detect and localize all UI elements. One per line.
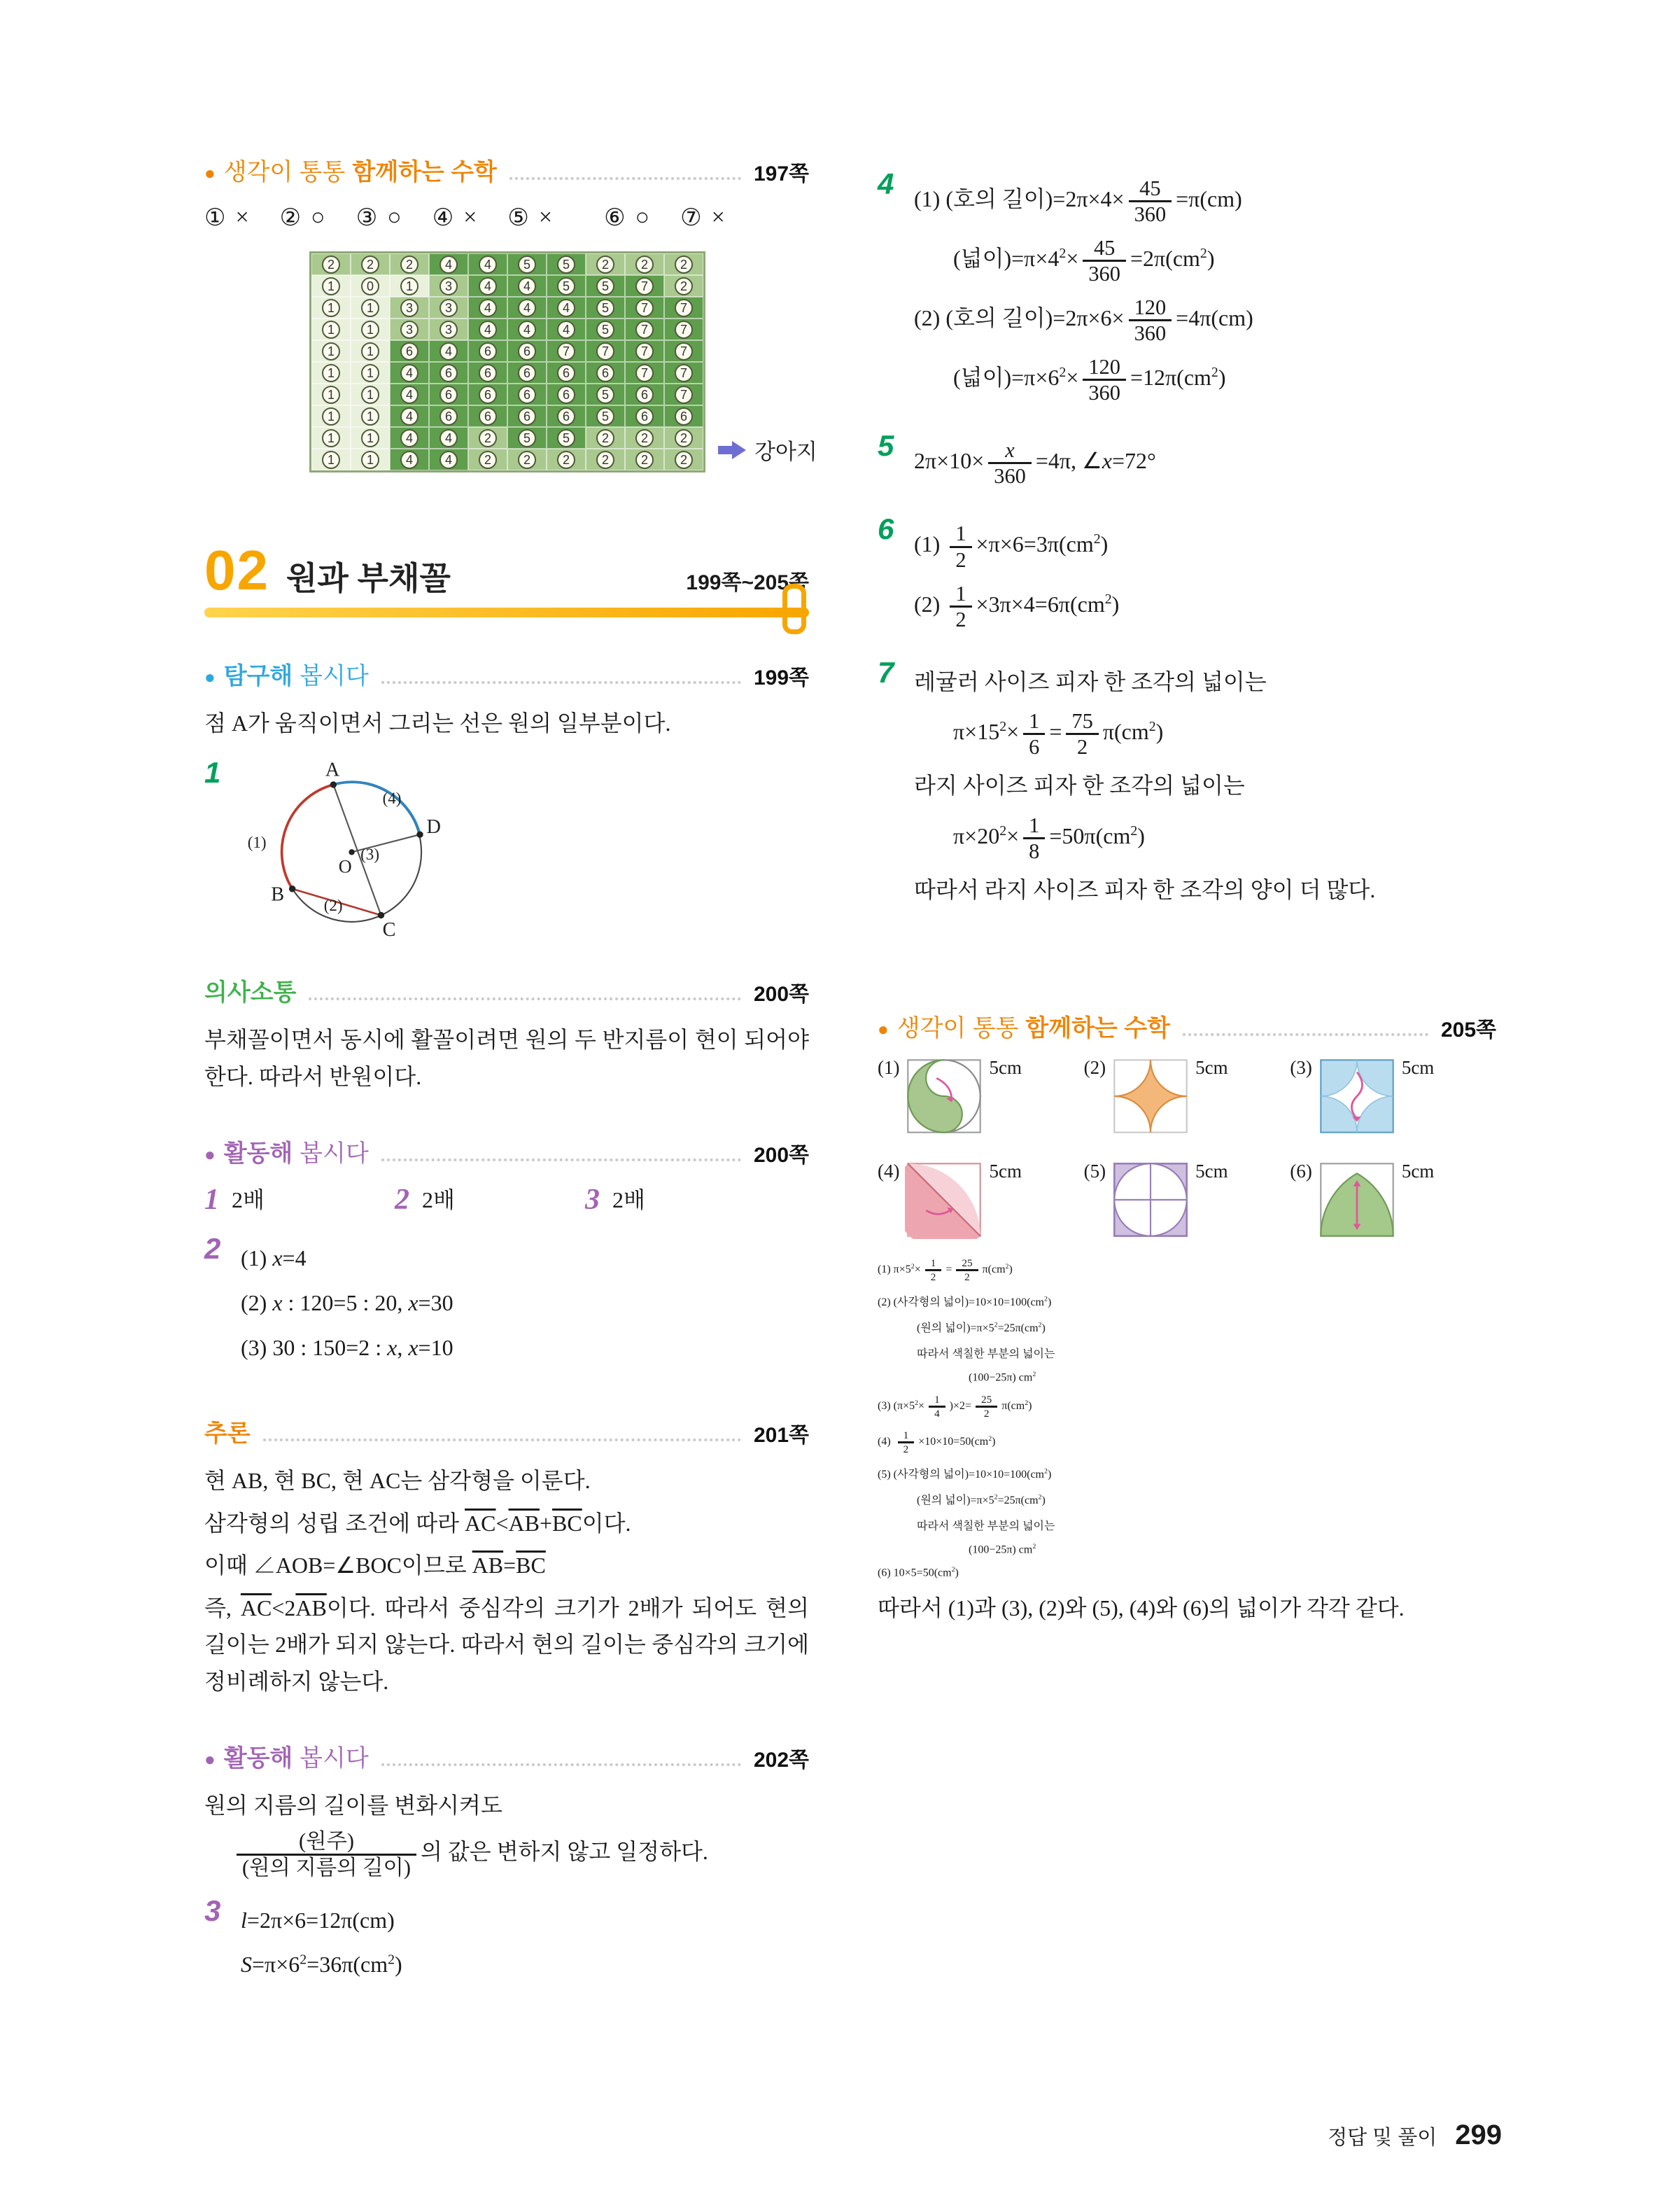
header-title xyxy=(224,657,369,691)
page-number: 201쪽 xyxy=(753,1424,809,1448)
grid-cell: 6 xyxy=(547,362,586,384)
figure-1-diagram xyxy=(905,1057,983,1135)
figure-1 xyxy=(878,1057,1084,1135)
problem-number: 3 xyxy=(204,1893,221,1927)
grid-cell: 1 xyxy=(311,427,351,449)
grid-cell: 5 xyxy=(547,427,586,449)
page-number: 200쪽 xyxy=(753,1144,809,1167)
thinking2-conclusion: 따라서 (1)과 (3), (2)와 (5), (4)와 (6)의 넓이가 각각 같다. xyxy=(878,1595,1405,1620)
dotted-leader xyxy=(381,1158,741,1161)
label-2: (2) xyxy=(323,896,343,915)
grid-cell: 2 xyxy=(586,427,625,449)
header-title xyxy=(897,1009,1170,1043)
grid-cell: 7 xyxy=(664,297,703,318)
problem-2 xyxy=(204,1231,809,1375)
grid-cell: 6 xyxy=(664,405,703,427)
answer-number: ⑥ xyxy=(604,205,626,231)
grid-cell: 2 xyxy=(547,449,586,470)
header-title-bold: 함께하는 수학 xyxy=(1025,1014,1170,1042)
answer-mark: × xyxy=(235,204,249,230)
problem-number: 5 xyxy=(878,429,894,463)
grid-cell: 6 xyxy=(547,405,586,427)
point-label-A: A xyxy=(325,759,340,781)
ox-answer-3 xyxy=(356,204,402,232)
figure-2 xyxy=(1084,1057,1290,1135)
dotted-leader xyxy=(381,1763,741,1766)
problem-4 xyxy=(878,167,1496,414)
solution-line: (1) x=4 xyxy=(241,1245,307,1271)
grid-cell: 4 xyxy=(390,384,429,405)
point-label-D: D xyxy=(426,816,441,839)
solution-line: (1) (호의 길이)=2π×4× $\frac{45}{360}$ =π(cm) xyxy=(914,176,1242,227)
grid-cell: 1 xyxy=(351,405,390,427)
header-title xyxy=(224,1134,369,1168)
grid-cell: 4 xyxy=(429,427,468,449)
bullet-icon: ● xyxy=(204,162,216,183)
reasoning-line: 현 AB, 현 BC, 현 AC는 삼각형을 이룬다. xyxy=(204,1468,591,1494)
grid-cell: 6 xyxy=(468,405,507,427)
grid-cell: 4 xyxy=(507,275,547,297)
chapter-heading xyxy=(204,539,809,601)
grid-cell: 5 xyxy=(547,253,586,275)
grid-cell: 7 xyxy=(625,297,664,318)
grid-cell: 5 xyxy=(586,405,625,427)
dotted-leader xyxy=(381,681,741,684)
grid-cell: 1 xyxy=(351,318,390,340)
grid-cell: 6 xyxy=(468,384,507,405)
grid-cell: 7 xyxy=(664,362,703,384)
problem-number: 7 xyxy=(878,655,894,689)
problem-number: 1 xyxy=(204,756,221,790)
solution-line: (3) ($\pi\times 5^2\times$ $\frac{1}{4}$ )×2= $\frac{25}{2}$ $\pi(cm^2)$ xyxy=(878,1393,1032,1420)
grid-cell: 6 xyxy=(468,362,507,384)
answer-number: ④ xyxy=(432,205,454,231)
grid-cell: 7 xyxy=(625,318,664,340)
label-1: (1) xyxy=(247,833,267,852)
header-title-bold: 활동해 xyxy=(223,1744,293,1772)
grid-cell: 4 xyxy=(507,297,547,318)
grid-cell: 6 xyxy=(586,362,625,384)
grid-cell: 0 xyxy=(351,275,390,297)
figure-4 xyxy=(878,1161,1084,1239)
grid-cell: 1 xyxy=(311,297,351,318)
circle-diagram xyxy=(241,755,507,939)
grid-cell: 5 xyxy=(507,253,547,275)
header-title: 의사소통 xyxy=(204,979,297,1007)
solution-line: 라지 사이즈 피자 한 조각의 넓이는 xyxy=(914,773,1245,799)
explore-header xyxy=(204,657,809,691)
right-column xyxy=(878,153,1496,1632)
figure-6-diagram xyxy=(1318,1161,1396,1239)
header-title-bold: 탐구해 xyxy=(223,663,293,690)
reasoning-line: 즉, $\overline{AC}<2\overline{AB}$이다. 따라서 중심각의 크기가 2배가 되어도 현의 길이는 2배가 되지 않는다. 따라서 현의 길이는 중심각의 크기에 정비례하지 않는다. xyxy=(204,1595,809,1694)
label-3: (3) xyxy=(360,845,380,864)
grid-cell: 4 xyxy=(547,297,586,318)
answer-text: 2배 xyxy=(612,1187,645,1212)
ox-answer-4 xyxy=(432,204,477,232)
answer-mark: ○ xyxy=(311,204,325,230)
ox-answers xyxy=(204,204,809,232)
problem-number: 1 xyxy=(204,1184,219,1216)
grid-cell: 6 xyxy=(429,362,468,384)
page-number: 199쪽 xyxy=(753,666,809,690)
figure-size-label: 5cm xyxy=(1195,1056,1228,1078)
solution-line: l=2π×6=12π(cm) xyxy=(241,1907,395,1933)
grid-cell: 2 xyxy=(664,253,703,275)
grid-answer-label: 강아지 xyxy=(754,440,817,464)
figure-label: (2) xyxy=(1083,1056,1106,1078)
header-title-regular: 생각이 통통 xyxy=(223,159,346,186)
figure-6 xyxy=(1290,1161,1496,1239)
bullet-icon: ● xyxy=(204,666,216,687)
quick-answer-1 xyxy=(204,1182,395,1217)
activity2-intro: 원의 지름의 길이를 변화시켜도 xyxy=(204,1792,502,1818)
grid-cell: 6 xyxy=(547,384,586,405)
grid-cell: 1 xyxy=(351,427,390,449)
problem-number: 4 xyxy=(878,167,894,200)
page-number: 202쪽 xyxy=(753,1748,809,1772)
solution-line: (원의 넓이)$=\pi\times 5^2=25\pi(cm^2)$ xyxy=(917,1493,1046,1507)
answer-number: ① xyxy=(204,205,226,231)
activity-header-202 xyxy=(204,1739,809,1773)
ox-answer-1 xyxy=(204,204,249,232)
grid-cell: 6 xyxy=(390,340,429,362)
grid-cell: 7 xyxy=(625,362,664,384)
solution-line: 따라서 색칠한 부분의 넓이는 xyxy=(917,1348,1055,1360)
grid-cell: 4 xyxy=(390,405,429,427)
answer-number: ⑤ xyxy=(507,205,529,231)
grid-cell: 4 xyxy=(468,275,507,297)
solution-line: (2) (호의 길이)=2π×6× $\frac{120}{360}$ =4π(cm) xyxy=(914,295,1253,346)
ox-answer-6 xyxy=(604,204,649,232)
chapter-underline xyxy=(204,608,809,617)
grid-cell: 2 xyxy=(351,253,390,275)
grid-cell: 2 xyxy=(625,427,664,449)
solution-line: (5) (사각형의 넓이)$=10\times 10=100(cm^2)$ xyxy=(878,1467,1052,1481)
figure-size-label: 5cm xyxy=(1401,1056,1435,1078)
grid-cell: 5 xyxy=(507,427,547,449)
grid-cell: 6 xyxy=(507,340,547,362)
thinking2-solutions xyxy=(878,1257,1496,1580)
solution-line: (넓이)$=\pi\times 4^2\times$ $\frac{45}{360}$ $=2\pi(cm^2)$ xyxy=(953,236,1215,286)
grid-cell: 4 xyxy=(429,253,468,275)
label-4: (4) xyxy=(382,789,402,808)
figure-5-diagram xyxy=(1111,1161,1190,1239)
header-title-regular: 봅시다 xyxy=(300,1744,369,1772)
solution-line: 레귤러 사이즈 피자 한 조각의 넓이는 xyxy=(914,668,1267,694)
grid-cell: 2 xyxy=(664,427,703,449)
figure-size-label: 5cm xyxy=(989,1056,1022,1078)
figure-label: (6) xyxy=(1290,1160,1312,1182)
solution-line: 2π×10× $\frac{x}{360}$ =4π, ∠x=72° xyxy=(914,438,1156,489)
bullet-icon: ● xyxy=(204,1748,216,1770)
footer-label: 정답 및 풀이 xyxy=(1328,2127,1437,2149)
grid-cell: 2 xyxy=(507,449,547,470)
ribbon-icon xyxy=(782,584,806,634)
header-title-bold: 활동해 xyxy=(223,1140,293,1167)
page-number: 200쪽 xyxy=(753,983,809,1007)
problem-number: 6 xyxy=(878,512,894,546)
ox-answer-5 xyxy=(507,204,552,232)
thinking-math-header-205 xyxy=(878,1009,1496,1043)
grid-cell: 7 xyxy=(664,340,703,362)
answer-text: 2배 xyxy=(422,1187,455,1212)
problem-6 xyxy=(878,512,1496,640)
figure-3-diagram xyxy=(1318,1057,1396,1135)
solution-line: (원의 넓이)$=\pi\times 5^2=25\pi(cm^2)$ xyxy=(917,1321,1046,1334)
reasoning-header xyxy=(204,1414,809,1448)
grid-cell: 6 xyxy=(468,340,507,362)
quick-answer-2 xyxy=(395,1182,585,1217)
header-title xyxy=(224,1739,369,1773)
problem-7 xyxy=(878,655,1496,918)
grid-cell: 3 xyxy=(390,297,429,318)
grid-cell: 4 xyxy=(468,253,507,275)
grid-cell: 5 xyxy=(586,384,625,405)
grid-cell: 4 xyxy=(390,449,429,470)
quick-answer-3 xyxy=(585,1182,775,1217)
grid-cell: 3 xyxy=(429,318,468,340)
grid-cell: 4 xyxy=(390,427,429,449)
header-title-regular: 봅시다 xyxy=(300,663,369,690)
solution-line: (1) $\frac{1}{2}$ $\times\pi\times 6=3\pi(cm^2)$ xyxy=(914,522,1109,572)
dotted-leader xyxy=(509,177,741,180)
grid-cell: 7 xyxy=(547,340,586,362)
point-label-C: C xyxy=(382,919,396,939)
reasoning-line: 삼각형의 성립 조건에 따라 $\overline{AC}<\overline{AB}+\overline{BC}$이다. xyxy=(204,1510,631,1536)
grid-cell: 2 xyxy=(625,449,664,470)
solution-line: (4) $\frac{1}{2}$ $\times 10\times 10=50(cm^2)$ xyxy=(878,1429,996,1456)
grid-cell: 3 xyxy=(429,275,468,297)
arc-blue xyxy=(333,783,420,835)
answer-text: 2배 xyxy=(232,1187,265,1212)
communication-text: 부채꼴이면서 동시에 활꼴이려면 원의 두 반지름이 현이 되어야 한다. 따라서 반원이다. xyxy=(204,1027,809,1089)
point-label-O: O xyxy=(338,857,352,878)
grid-cell: 2 xyxy=(311,253,351,275)
answer-mark: ○ xyxy=(635,204,650,230)
header-title-bold: 함께하는 수학 xyxy=(352,159,497,186)
solution-line: 따라서 색칠한 부분의 넓이는 xyxy=(917,1520,1055,1533)
solution-line: $\pi\times 15^2\times$ $\frac{1}{6}$ = $\frac{75}{2}$ $\pi(cm^2)$ xyxy=(953,709,1164,760)
grid-cell: 4 xyxy=(468,318,507,340)
grid-cell: 1 xyxy=(351,297,390,318)
header-title xyxy=(224,153,497,187)
grid-cell: 1 xyxy=(390,275,429,297)
grid-cell: 6 xyxy=(429,384,468,405)
solution-line: $S=\pi\times 6^2=36\pi(cm^2)$ xyxy=(241,1952,402,1977)
figure-label: (4) xyxy=(878,1160,900,1182)
figure-2-diagram xyxy=(1111,1057,1190,1135)
answer-number: ③ xyxy=(356,205,378,231)
answer-mark: × xyxy=(538,204,553,230)
grid-cell: 1 xyxy=(351,449,390,470)
grid-cell: 2 xyxy=(586,449,625,470)
solution-line: 따라서 라지 사이즈 피자 한 조각의 양이 더 많다. xyxy=(914,877,1376,903)
solution-line: $\pi\times 20^2\times$ $\frac{1}{8}$ $=50\pi(cm^2)$ xyxy=(953,813,1145,863)
ox-answer-2 xyxy=(280,204,325,232)
grid-cell: 6 xyxy=(507,384,547,405)
answer-number: ② xyxy=(279,205,302,231)
grid-cell: 4 xyxy=(429,340,468,362)
figure-label: (5) xyxy=(1083,1160,1106,1182)
bullet-icon: ● xyxy=(878,1018,889,1040)
dotted-leader xyxy=(1183,1033,1428,1036)
chapter-pages: 199쪽~205쪽 xyxy=(686,571,809,594)
quick-answers xyxy=(204,1182,809,1217)
problem-number: 2 xyxy=(204,1232,221,1266)
arrow-right-icon xyxy=(718,441,746,459)
grid-cell: 4 xyxy=(390,362,429,384)
bullet-icon: ● xyxy=(204,1144,216,1165)
grid-cell: 2 xyxy=(468,449,507,470)
grid-cell: 2 xyxy=(468,427,507,449)
header-title-regular: 봅시다 xyxy=(300,1140,369,1167)
grid-cell: 5 xyxy=(586,297,625,318)
solution-line: (100−25π) $cm^2$ xyxy=(969,1370,1036,1383)
solution-line: (1) $\pi\times 5^2\times$ $\frac{1}{2}$ = $\frac{25}{2}$ $\pi(cm^2)$ xyxy=(878,1256,1013,1283)
grid-cell: 1 xyxy=(311,362,351,384)
solution-line: (넓이)$=\pi\times 6^2\times$ $\frac{120}{360}$ $=12\pi(cm^2)$ xyxy=(953,355,1226,405)
problem-3 xyxy=(204,1893,809,1992)
chapter-number: 02 xyxy=(204,539,269,601)
dotted-leader xyxy=(309,997,741,1000)
explore-problem-1 xyxy=(204,755,809,949)
activity-header-200 xyxy=(204,1134,809,1168)
grid-cell: 1 xyxy=(311,275,351,297)
grid-cell: 4 xyxy=(429,449,468,470)
grid-cell: 2 xyxy=(625,253,664,275)
dotted-leader xyxy=(263,1438,741,1441)
solution-line: (6) $10\times 5=50(cm^2)$ xyxy=(878,1566,959,1579)
grid-cell: 1 xyxy=(351,362,390,384)
reasoning-line: 이때 ∠AOB=∠BOC이므로 $\overline{AB}=\overline{BC}$ xyxy=(204,1553,546,1578)
point-label-B: B xyxy=(271,883,285,906)
grid-cell: 2 xyxy=(664,275,703,297)
footer-page-number: 299 xyxy=(1455,2120,1502,2150)
grid-cell: 1 xyxy=(311,449,351,470)
grid-cell: 1 xyxy=(311,405,351,427)
grid-cell: 1 xyxy=(351,384,390,405)
activity2-fraction: $\frac{\text{(원주)}}{\text{(원의 지름의 길이)}}$ 의 값은 변하지 않고 일정하다. xyxy=(232,1829,809,1879)
header-title-regular: 생각이 통통 xyxy=(896,1014,1019,1042)
problem-5 xyxy=(878,428,1496,498)
grid-cell: 7 xyxy=(625,275,664,297)
page-number: 205쪽 xyxy=(1440,1018,1496,1042)
solution-line: (2) $\frac{1}{2}$ $\times 3\pi\times 4=6\pi(cm^2)$ xyxy=(914,581,1120,631)
figure-size-label: 5cm xyxy=(989,1160,1022,1182)
problem-number: 2 xyxy=(395,1184,409,1216)
chapter-title: 원과 부채꼴 xyxy=(286,560,451,596)
communication-header xyxy=(204,973,809,1007)
number-grid xyxy=(309,251,705,472)
answer-mark: × xyxy=(711,204,725,230)
figure-label: (3) xyxy=(1290,1056,1312,1078)
page-number: 197쪽 xyxy=(753,162,809,186)
solution-line: (2) (사각형의 넓이)$=10\times 10=100(cm^2)$ xyxy=(878,1295,1052,1308)
answer-number: ⑦ xyxy=(680,205,702,231)
thinking-math-header-197 xyxy=(204,153,809,187)
figure-size-label: 5cm xyxy=(1401,1160,1435,1182)
grid-cell: 5 xyxy=(547,275,586,297)
grid-figure xyxy=(309,251,817,472)
grid-cell: 7 xyxy=(664,318,703,340)
ox-answer-7 xyxy=(680,204,725,232)
grid-cell: 1 xyxy=(351,340,390,362)
arc-red xyxy=(282,785,334,889)
grid-cell: 7 xyxy=(625,340,664,362)
area-figures xyxy=(878,1057,1496,1239)
grid-cell: 1 xyxy=(311,340,351,362)
figure-3 xyxy=(1290,1057,1496,1135)
grid-cell: 5 xyxy=(586,318,625,340)
header-title: 추론 xyxy=(204,1420,251,1448)
page-footer xyxy=(1328,2120,1502,2151)
solution-line: (100−25π) $cm^2$ xyxy=(969,1543,1036,1556)
solution-line: (2) x : 120=5 : 20, x=30 xyxy=(241,1289,453,1315)
grid-cell: 6 xyxy=(625,384,664,405)
figure-label: (1) xyxy=(878,1056,900,1078)
grid-cell: 3 xyxy=(390,318,429,340)
grid-cell: 2 xyxy=(390,253,429,275)
left-column xyxy=(204,153,817,2006)
grid-cell: 6 xyxy=(507,405,547,427)
figure-4-diagram xyxy=(905,1161,983,1239)
grid-cell: 4 xyxy=(547,318,586,340)
grid-cell: 7 xyxy=(664,384,703,405)
grid-cell: 1 xyxy=(311,384,351,405)
figure-5 xyxy=(1084,1161,1290,1239)
grid-cell: 6 xyxy=(429,405,468,427)
grid-cell: 1 xyxy=(311,318,351,340)
solution-line: (3) 30 : 150=2 : x, x=10 xyxy=(241,1334,453,1360)
explore-text: 점 A가 움직이면서 그리는 선은 원의 일부분이다. xyxy=(204,710,671,736)
grid-cell: 5 xyxy=(586,275,625,297)
answer-mark: ○ xyxy=(387,204,402,230)
problem-number: 3 xyxy=(585,1184,600,1216)
grid-cell: 7 xyxy=(586,340,625,362)
grid-cell: 3 xyxy=(429,297,468,318)
grid-answer xyxy=(718,434,817,465)
grid-cell: 4 xyxy=(507,318,547,340)
grid-cell: 2 xyxy=(664,449,703,470)
grid-cell: 6 xyxy=(625,405,664,427)
figure-size-label: 5cm xyxy=(1195,1160,1228,1182)
grid-cell: 4 xyxy=(468,297,507,318)
answer-mark: × xyxy=(463,204,477,230)
grid-cell: 6 xyxy=(507,362,547,384)
grid-cell: 2 xyxy=(586,253,625,275)
